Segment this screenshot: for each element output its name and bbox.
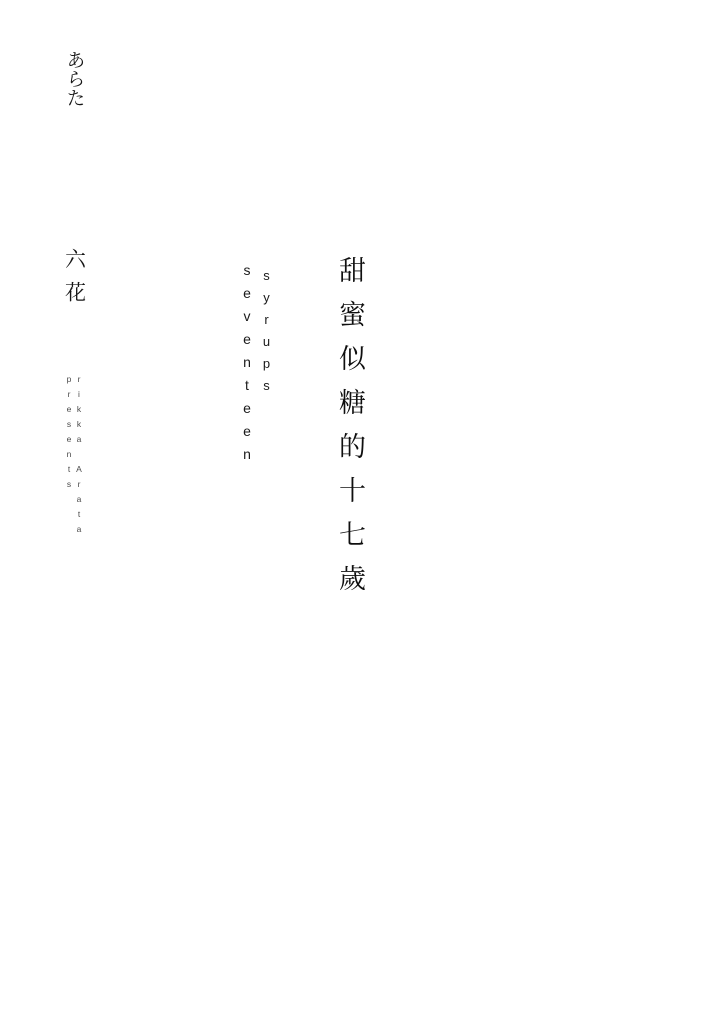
author-block: [44, 50, 104, 584]
page-title: 甜蜜似糖的十七歲: [334, 256, 365, 608]
author-name-text: 六花: [62, 248, 87, 314]
author-romaji-text: rikka Arata presents: [64, 374, 84, 539]
author-kana-text: あらた: [63, 50, 86, 107]
subtitle-line-1: seventeen: [239, 262, 255, 469]
subtitle-line-2: syrups: [259, 268, 274, 400]
subtitle-block: [240, 262, 273, 469]
